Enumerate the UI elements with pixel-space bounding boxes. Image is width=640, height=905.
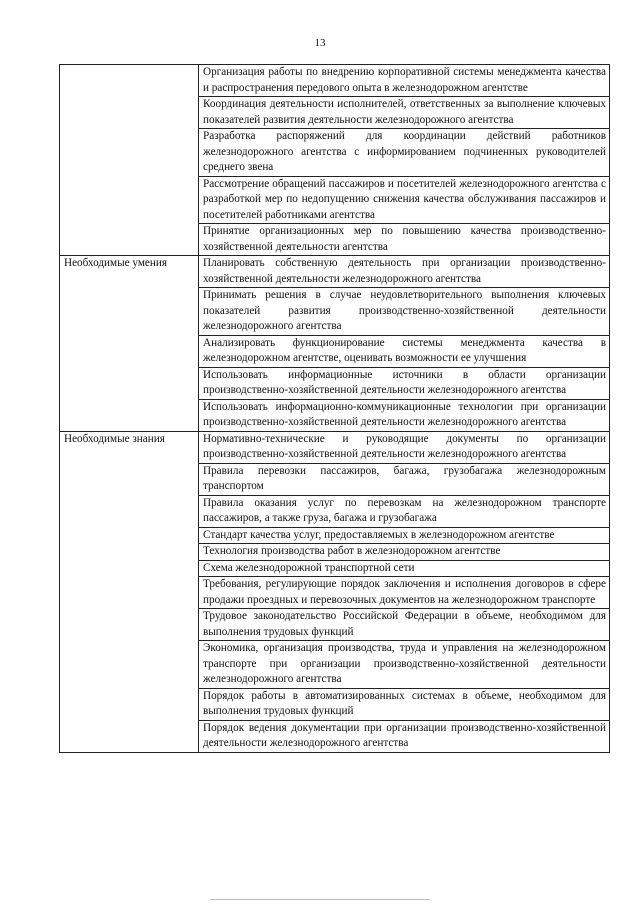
requirement-item: Нормативно-технические и руководящие документы по организации производственно-хозяйственной деятельности железнодорожного агентства xyxy=(199,431,610,463)
requirement-item: Анализировать функционирование системы менеджмента качества в железнодорожном агентстве, оценивать возможности ее улучшения xyxy=(199,335,610,367)
section-label xyxy=(60,65,199,256)
page-number: 13 xyxy=(314,37,326,49)
requirement-item: Технология производства работ в железнодорожном агентстве xyxy=(199,544,610,561)
requirement-item: Правила перевозки пассажиров, багажа, грузобагажа железнодорожным транспортом xyxy=(199,463,610,495)
section-label: Необходимые умения xyxy=(60,256,199,432)
requirement-item: Трудовое законодательство Российской Федерации в объеме, необходимом для выполнения трудовых функций xyxy=(199,609,610,641)
requirement-item: Использовать информационные источники в области организации производственно-хозяйственной деятельности железнодорожного агентства xyxy=(199,367,610,399)
requirements-table-body xyxy=(60,65,610,753)
requirement-item: Принятие организационных мер по повышению качества производственно-хозяйственной деятельности агентства xyxy=(199,224,610,256)
requirement-item: Порядок ведения документации при организации производственно-хозяйственной деятельности железнодорожного агентства xyxy=(199,720,610,752)
requirement-item: Использовать информационно-коммуникационные технологии при организации производственно-хозяйственной деятельности железнодорожного агентства xyxy=(199,399,610,431)
section-label: Необходимые знания xyxy=(60,431,199,752)
requirement-item: Стандарт качества услуг, предоставляемых в железнодорожном агентстве xyxy=(199,527,610,544)
requirement-item: Порядок работы в автоматизированных системах в объеме, необходимом для выполнения трудовых функций xyxy=(199,688,610,720)
requirement-item: Требования, регулирующие порядок заключения и исполнения договоров в сфере продажи проездных и перевозочных документов на железнодорожном транспорте xyxy=(199,577,610,609)
requirement-item: Координация деятельности исполнителей, ответственных за выполнение ключевых показателей развития деятельности железнодорожного агентства xyxy=(199,97,610,129)
requirements-table xyxy=(59,64,610,753)
scan-edge-mark xyxy=(210,899,430,900)
requirement-item: Принимать решения в случае неудовлетворительного выполнения ключевых показателей развития производственно-хозяйственной деятельности железнодорожного агентства xyxy=(199,288,610,336)
table-row xyxy=(60,431,610,463)
requirement-item: Правила оказания услуг по перевозкам на железнодорожном транспорте пассажиров, а также груза, багажа и грузобагажа xyxy=(199,495,610,527)
requirement-item: Планировать собственную деятельность при организации производственно-хозяйственной деятельности железнодорожного агентства xyxy=(199,256,610,288)
requirement-item: Разработка распоряжений для координации действий работников железнодорожного агентства с информированием подчиненных руководителей среднего звена xyxy=(199,129,610,177)
requirement-item: Схема железнодорожной транспортной сети xyxy=(199,560,610,577)
requirement-item: Рассмотрение обращений пассажиров и посетителей железнодорожного агентства с разработкой мер по недопущению снижения качества обслуживания пассажиров и посетителей работниками агентства xyxy=(199,176,610,224)
table-row xyxy=(60,256,610,288)
requirement-item: Организация работы по внедрению корпоративной системы менеджмента качества и распространения передового опыта в железнодорожном агентстве xyxy=(199,65,610,97)
table-row xyxy=(60,65,610,97)
requirement-item: Экономика, организация производства, труда и управления на железнодорожном транспорте при организации производственно-хозяйственной деятельности железнодорожного агентства xyxy=(199,641,610,689)
